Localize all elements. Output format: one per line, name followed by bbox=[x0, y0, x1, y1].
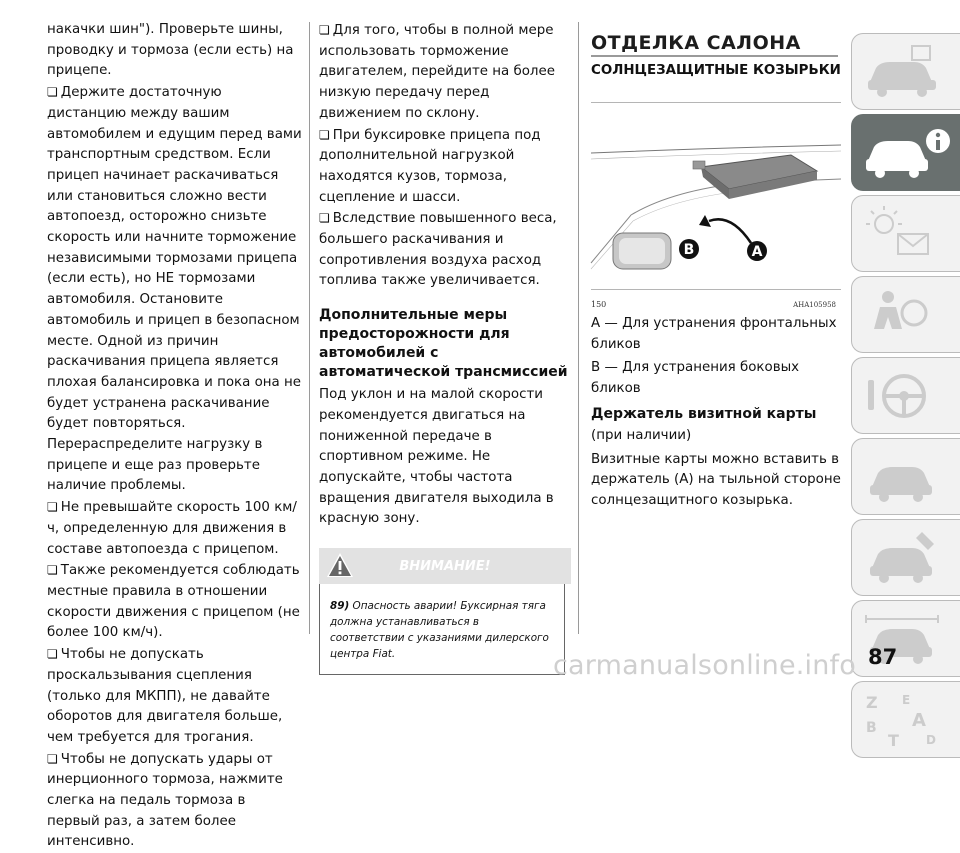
bullet-paragraph: ❏ Чтобы не допускать проскальзывания сцепления (только для МКПП), не давайте оборотов для двигателя больше, чем требуется для трогания. bbox=[47, 644, 302, 749]
bullet-paragraph: ❏ Для того, чтобы в полной мере использовать торможение двигателем, перейдите на более низкую передачу перед движением по склону. bbox=[319, 20, 571, 125]
bullet-paragraph: ❏ При буксировке прицепа под дополнительной нагрузкой находятся кузов, тормоза, сцепление и шасси. bbox=[319, 125, 571, 209]
section-title: ОТДЕЛКА САЛОНА bbox=[591, 32, 838, 57]
card-holder-heading: Держатель визитной карты bbox=[591, 405, 817, 422]
warning-header bbox=[319, 548, 571, 584]
column-divider bbox=[578, 22, 579, 634]
bullet-paragraph: ❏ Также рекомендуется соблюдать местные правила в отношении скорости движения с прицепом (не более 100 км/ч). bbox=[47, 560, 302, 644]
steering-wheel-icon bbox=[862, 366, 942, 426]
svg-text:E: E bbox=[902, 693, 911, 707]
figure-label-b: B bbox=[683, 242, 695, 258]
paragraph: Под уклон и на малой скорости рекомендуется двигаться на пониженной передаче в спортивном режиме. Не допускайте, чтобы частота вращения двигателя выходила в красную зону. bbox=[319, 387, 554, 527]
caption-a: A — Для устранения фронтальных бликов bbox=[591, 316, 837, 352]
tab-dashboard[interactable] bbox=[851, 33, 960, 110]
column-divider bbox=[309, 22, 310, 634]
figure-number: 150 bbox=[591, 300, 607, 309]
car-maintenance-icon bbox=[862, 528, 942, 588]
tab-index[interactable] bbox=[851, 681, 960, 758]
svg-text:A: A bbox=[912, 710, 926, 731]
bullet-paragraph: ❏ Вследствие повышенного веса, большего раскачивания и сопротивления воздуха расход топлива также увеличивается. bbox=[319, 208, 571, 292]
bullet-paragraph: ❏ Держите достаточную дистанцию между вашим автомобилем и едущим перед вами транспортным средством. Если прицеп начинает раскачиваться или становиться сложно вести автопоезд, осторожно снизьте скорость или начните торможение независимыми тормозами прицепа (если есть), но НЕ тормозами автомобиля. Остановите автомобиль и прицеп в безопасном месте. Одной из причин раскачивания прицепа является плохая балансировка и пока она не будет устранена раскачивание будет повторяться. Перераспределите нагрузку в прицепе и еще раз проверьте наличие проблемы. bbox=[47, 82, 302, 497]
svg-text:D: D bbox=[926, 733, 936, 747]
svg-text:Z: Z bbox=[866, 693, 878, 712]
bullet-paragraph: ❏ Чтобы не допускать удары от инерционного тормоза, нажмите слегка на педаль тормоза в первый раз, а затем более интенсивно. bbox=[47, 749, 302, 853]
caption-b: B — Для устранения боковых бликов bbox=[591, 360, 800, 397]
warning-text: Опасность аварии! Буксирная тяга должна устанавливаться в соответствии с указаниями дилерского центра Fiat. bbox=[330, 600, 549, 661]
svg-text:B: B bbox=[866, 720, 877, 736]
car-breakdown-icon bbox=[862, 447, 942, 507]
figure-code: AHA105958 bbox=[793, 301, 836, 309]
tab-car-info[interactable] bbox=[851, 114, 960, 191]
text-column-middle bbox=[319, 20, 571, 675]
airbag-icon bbox=[862, 285, 942, 345]
tab-warning-lights[interactable] bbox=[851, 195, 960, 272]
paragraph: накачки шин"). Проверьте шины, проводку и тормоза (если есть) на прицепе. bbox=[47, 22, 294, 79]
car-dashboard-icon bbox=[862, 42, 942, 102]
tab-safety[interactable] bbox=[851, 276, 960, 353]
car-info-icon bbox=[862, 123, 952, 183]
warning-title: ВНИМАНИЕ! bbox=[399, 559, 491, 575]
subheading-automatic-transmission: Дополнительные меры предосторожности для автомобилей с автоматической трансмиссией bbox=[319, 307, 568, 381]
figure-label-a: A bbox=[751, 244, 763, 260]
watermark: carmanualsonline.info bbox=[553, 650, 856, 681]
bullet-paragraph: ❏ Не превышайте скорость 100 км/ч, определенную для движения в составе автопоезда с прицепом. bbox=[47, 497, 302, 560]
figure-caption bbox=[591, 293, 841, 309]
warning-box bbox=[319, 584, 565, 675]
availability-note: (при наличии) bbox=[591, 427, 692, 443]
warning-lights-icon bbox=[862, 204, 942, 264]
paragraph: Визитные карты можно вставить в держатель (A) на тыльной стороне солнцезащитного козырька. bbox=[591, 451, 841, 508]
warning-number: 89) bbox=[330, 600, 350, 613]
tab-starting-driving[interactable] bbox=[851, 357, 960, 434]
subsection-title: СОЛНЦЕЗАЩИТНЫЕ КОЗЫРЬКИ bbox=[591, 63, 841, 78]
sun-visor-illustration bbox=[591, 103, 841, 289]
text-column-left bbox=[47, 20, 302, 853]
sun-visor-figure bbox=[591, 102, 841, 290]
alphabet-index-icon bbox=[862, 690, 942, 750]
text-column-right bbox=[591, 32, 841, 512]
tab-maintenance[interactable] bbox=[851, 519, 960, 596]
svg-text:T: T bbox=[888, 731, 899, 750]
tab-emergency[interactable] bbox=[851, 438, 960, 515]
page-number: 87 bbox=[868, 645, 898, 669]
